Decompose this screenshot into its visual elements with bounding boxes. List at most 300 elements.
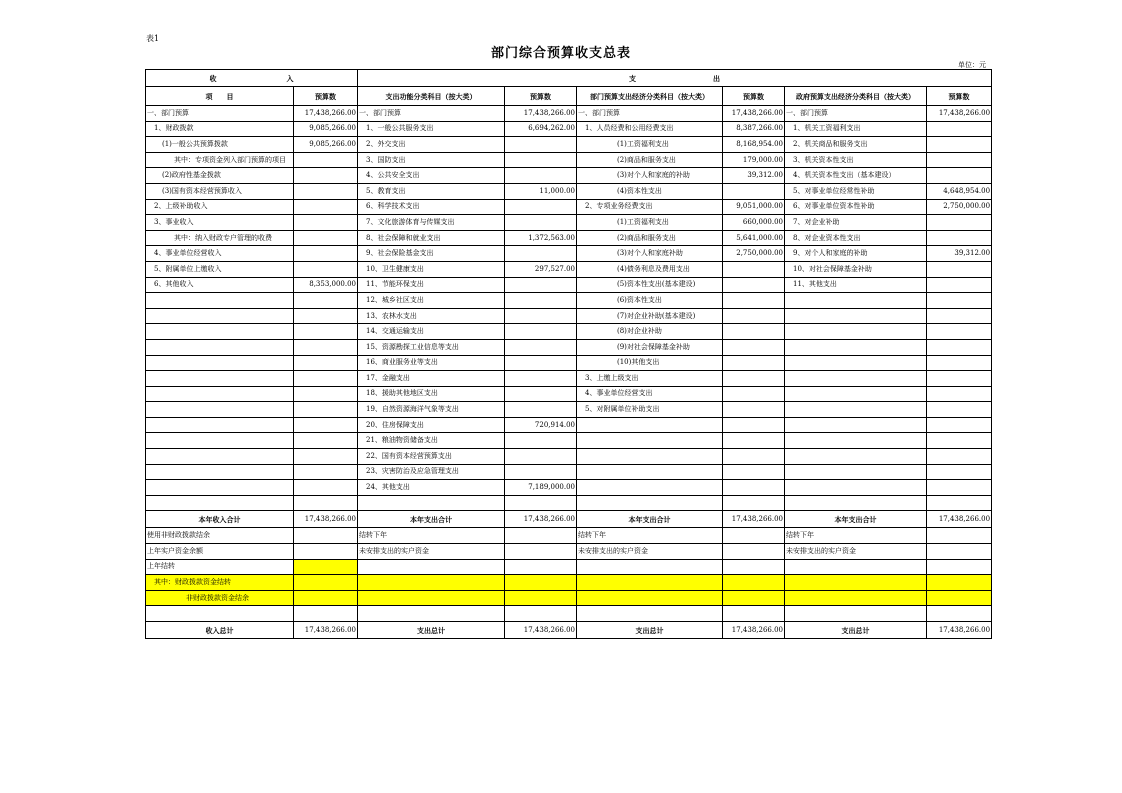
empty-cell <box>358 606 505 622</box>
col-gov-econ: 政府预算支出经济分类科目（按大类） <box>785 87 927 106</box>
item-cell: 15、资源勘探工业信息等支出 <box>358 339 505 355</box>
budget-cell <box>723 308 785 324</box>
income-bottom-label: 使用非财政拨款结余 <box>146 528 294 544</box>
budget-cell <box>723 277 785 293</box>
budget-cell <box>505 308 577 324</box>
income-bottom-value <box>294 590 358 606</box>
item-cell: 2、外交支出 <box>358 137 505 153</box>
budget-cell <box>294 355 358 371</box>
item-cell <box>146 449 294 465</box>
budget-cell <box>927 371 992 387</box>
table-row <box>146 121 992 137</box>
carry-forward-label: 结转下年 <box>577 528 723 544</box>
item-cell: 一、部门预算 <box>577 106 723 122</box>
item-cell: 13、农林水支出 <box>358 308 505 324</box>
table-row <box>146 495 992 511</box>
budget-cell <box>505 199 577 215</box>
budget-cell: 8,387,266.00 <box>723 121 785 137</box>
item-cell: 其中：纳入财政专户管理的收费 <box>146 230 294 246</box>
budget-cell: 17,438,266.00 <box>505 106 577 122</box>
item-cell <box>785 480 927 496</box>
item-cell <box>577 417 723 433</box>
budget-cell: 2,750,000.00 <box>723 246 785 262</box>
year-total-row <box>146 511 992 528</box>
budget-cell <box>927 168 992 184</box>
item-cell <box>577 449 723 465</box>
item-cell: (3)对个人和家庭补助 <box>577 246 723 262</box>
item-cell: (3)对个人和家庭的补助 <box>577 168 723 184</box>
empty-cell <box>294 606 358 622</box>
budget-cell <box>505 449 577 465</box>
item-cell <box>577 464 723 480</box>
budget-cell: 4,648,954.00 <box>927 183 992 199</box>
item-cell: (6)资本性支出 <box>577 293 723 309</box>
income-bottom-label: 上年实户资金余额 <box>146 544 294 560</box>
unit-label: 单位：元 <box>958 61 986 69</box>
empty-cell <box>927 606 992 622</box>
expense-bottom-value <box>927 544 992 560</box>
expense-bottom-value <box>723 544 785 560</box>
item-cell: 2、上级补助收入 <box>146 199 294 215</box>
item-cell <box>577 480 723 496</box>
budget-cell <box>723 480 785 496</box>
budget-cell: 720,914.00 <box>505 417 577 433</box>
budget-cell <box>927 449 992 465</box>
income-bottom-label: 非财政拨款资金结余 <box>146 590 294 606</box>
expense-bottom-value <box>723 575 785 591</box>
budget-cell: 17,438,266.00 <box>723 106 785 122</box>
col-income-item: 项 目 <box>146 87 294 106</box>
budget-cell <box>505 433 577 449</box>
income-bottom-value <box>294 528 358 544</box>
budget-cell: 8,168,954.00 <box>723 137 785 153</box>
budget-cell <box>927 386 992 402</box>
bottom-row <box>146 575 992 591</box>
item-cell <box>146 355 294 371</box>
budget-cell: 5,641,000.00 <box>723 230 785 246</box>
table-row <box>146 433 992 449</box>
budget-cell <box>927 308 992 324</box>
budget-cell <box>927 495 992 511</box>
item-cell: 11、其他支出 <box>785 277 927 293</box>
item-cell: 20、住房保障支出 <box>358 417 505 433</box>
table-row <box>146 230 992 246</box>
table-row <box>146 308 992 324</box>
budget-cell: 9,085,266.00 <box>294 121 358 137</box>
item-cell: 4、机关资本性支出（基本建设） <box>785 168 927 184</box>
budget-cell <box>505 371 577 387</box>
item-cell <box>146 386 294 402</box>
item-cell: 5、附属单位上缴收入 <box>146 261 294 277</box>
budget-cell <box>294 449 358 465</box>
table-row <box>146 417 992 433</box>
table-row <box>146 293 992 309</box>
budget-cell <box>294 246 358 262</box>
item-cell <box>146 293 294 309</box>
budget-cell <box>927 324 992 340</box>
expense-bottom-label <box>785 559 927 575</box>
item-cell: 3、事业收入 <box>146 215 294 231</box>
budget-cell <box>294 308 358 324</box>
item-cell: (4)债务利息及费用支出 <box>577 261 723 277</box>
budget-cell <box>294 433 358 449</box>
expense-bottom-value <box>927 575 992 591</box>
year-expense-total-value: 17,438,266.00 <box>927 511 992 528</box>
item-cell: (2)商品和服务支出 <box>577 230 723 246</box>
item-cell: 10、卫生健康支出 <box>358 261 505 277</box>
budget-cell <box>723 339 785 355</box>
item-cell <box>146 339 294 355</box>
item-cell: 1、机关工资福利支出 <box>785 121 927 137</box>
item-cell: 11、节能环保支出 <box>358 277 505 293</box>
budget-cell <box>927 137 992 153</box>
budget-cell: 11,000.00 <box>505 183 577 199</box>
spacer-row <box>146 606 992 622</box>
income-bottom-label: 其中：财政拨款资金结转 <box>146 575 294 591</box>
item-cell <box>577 495 723 511</box>
table-row <box>146 339 992 355</box>
expense-group-header: 支 出 <box>358 70 992 87</box>
item-cell: (1)工资福利支出 <box>577 215 723 231</box>
expense-bottom-value <box>723 590 785 606</box>
item-cell <box>785 339 927 355</box>
budget-cell <box>927 230 992 246</box>
col-func: 支出功能分类科目（按大类） <box>358 87 505 106</box>
budget-cell <box>505 339 577 355</box>
item-cell: 24、其他支出 <box>358 480 505 496</box>
expense-grand-total-value: 17,438,266.00 <box>723 622 785 639</box>
budget-cell <box>294 386 358 402</box>
expense-bottom-label <box>785 575 927 591</box>
budget-cell <box>505 215 577 231</box>
budget-cell <box>505 386 577 402</box>
budget-cell <box>505 402 577 418</box>
bottom-row <box>146 590 992 606</box>
budget-cell <box>505 324 577 340</box>
budget-cell <box>927 464 992 480</box>
item-cell: 5、教育支出 <box>358 183 505 199</box>
item-cell <box>785 433 927 449</box>
item-cell: 12、城乡社区支出 <box>358 293 505 309</box>
budget-cell <box>294 215 358 231</box>
item-cell: 16、商业服务业等支出 <box>358 355 505 371</box>
item-cell: 一、部门预算 <box>785 106 927 122</box>
table-row <box>146 402 992 418</box>
item-cell: 8、社会保障和就业支出 <box>358 230 505 246</box>
item-cell: (1)工资福利支出 <box>577 137 723 153</box>
empty-cell <box>785 606 927 622</box>
budget-cell <box>927 293 992 309</box>
budget-cell <box>927 152 992 168</box>
table-row <box>146 246 992 262</box>
bottom-row <box>146 544 992 560</box>
budget-cell <box>723 386 785 402</box>
item-cell: 6、对事业单位资本性补助 <box>785 199 927 215</box>
year-expense-total-value: 17,438,266.00 <box>723 511 785 528</box>
column-header-row <box>146 87 992 106</box>
budget-cell <box>927 480 992 496</box>
budget-cell <box>723 371 785 387</box>
table-row <box>146 277 992 293</box>
budget-cell: 2,750,000.00 <box>927 199 992 215</box>
item-cell: (2)政府性基金拨款 <box>146 168 294 184</box>
budget-cell <box>505 495 577 511</box>
budget-cell <box>723 324 785 340</box>
item-cell: 1、一般公共服务支出 <box>358 121 505 137</box>
item-cell <box>785 449 927 465</box>
col-budget-4: 预算数 <box>927 87 992 106</box>
item-cell: 1、人员经费和公用经费支出 <box>577 121 723 137</box>
expense-bottom-value <box>505 559 577 575</box>
income-bottom-value <box>294 544 358 560</box>
budget-cell <box>294 371 358 387</box>
income-group-header: 收 入 <box>146 70 358 87</box>
item-cell: 9、社会保险基金支出 <box>358 246 505 262</box>
budget-cell <box>294 261 358 277</box>
budget-cell <box>723 293 785 309</box>
expense-bottom-label <box>577 575 723 591</box>
item-cell: (7)对企业补助(基本建设) <box>577 308 723 324</box>
item-cell <box>785 386 927 402</box>
budget-cell <box>294 495 358 511</box>
item-cell: 6、其他收入 <box>146 277 294 293</box>
budget-cell <box>927 355 992 371</box>
col-budget-2: 预算数 <box>505 87 577 106</box>
col-budget-3: 预算数 <box>723 87 785 106</box>
budget-cell: 297,527.00 <box>505 261 577 277</box>
item-cell: (1)一般公共预算拨款 <box>146 137 294 153</box>
item-cell: (2)商品和服务支出 <box>577 152 723 168</box>
year-income-total-label: 本年收入合计 <box>146 511 294 528</box>
item-cell <box>785 495 927 511</box>
item-cell: 22、国有资本经营预算支出 <box>358 449 505 465</box>
budget-cell: 1,372,563.00 <box>505 230 577 246</box>
budget-cell <box>294 293 358 309</box>
item-cell <box>577 433 723 449</box>
budget-cell <box>927 215 992 231</box>
item-cell: 3、国防支出 <box>358 152 505 168</box>
budget-cell: 660,000.00 <box>723 215 785 231</box>
expense-bottom-value <box>723 559 785 575</box>
budget-summary-table <box>145 69 992 639</box>
expense-grand-total-value: 17,438,266.00 <box>505 622 577 639</box>
item-cell <box>146 371 294 387</box>
table-row <box>146 464 992 480</box>
item-cell: 18、援助其他地区支出 <box>358 386 505 402</box>
item-cell: (8)对企业补助 <box>577 324 723 340</box>
item-cell: 1、财政拨款 <box>146 121 294 137</box>
budget-cell: 8,353,000.00 <box>294 277 358 293</box>
item-cell: 19、自然资源海洋气象等支出 <box>358 402 505 418</box>
expense-bottom-value <box>723 528 785 544</box>
year-expense-total-value: 17,438,266.00 <box>505 511 577 528</box>
table-row <box>146 183 992 199</box>
budget-cell: 17,438,266.00 <box>294 106 358 122</box>
budget-cell <box>723 402 785 418</box>
item-cell: 一、部门预算 <box>358 106 505 122</box>
budget-cell <box>927 433 992 449</box>
item-cell: 一、部门预算 <box>146 106 294 122</box>
expense-bottom-label <box>577 559 723 575</box>
unarranged-funds-label: 未安排支出的实户资金 <box>577 544 723 560</box>
budget-cell: 7,189,000.00 <box>505 480 577 496</box>
col-dept-econ: 部门预算支出经济分类科目（按大类） <box>577 87 723 106</box>
table-row <box>146 152 992 168</box>
item-cell: 21、粮油物资储备支出 <box>358 433 505 449</box>
budget-cell <box>505 293 577 309</box>
item-cell: 3、上缴上级支出 <box>577 371 723 387</box>
expense-bottom-label <box>785 590 927 606</box>
budget-cell <box>927 277 992 293</box>
table-row <box>146 355 992 371</box>
table-row <box>146 168 992 184</box>
budget-cell <box>723 355 785 371</box>
budget-cell <box>505 277 577 293</box>
budget-cell <box>294 417 358 433</box>
budget-cell <box>294 402 358 418</box>
item-cell <box>785 417 927 433</box>
item-cell: 17、金融支出 <box>358 371 505 387</box>
table-row <box>146 137 992 153</box>
table-row <box>146 261 992 277</box>
budget-cell <box>927 417 992 433</box>
item-cell: 8、对企业资本性支出 <box>785 230 927 246</box>
item-cell <box>785 371 927 387</box>
item-cell <box>358 495 505 511</box>
item-cell: 2、机关商品和服务支出 <box>785 137 927 153</box>
item-cell: 23、灾害防治及应急管理支出 <box>358 464 505 480</box>
item-cell: 4、公共安全支出 <box>358 168 505 184</box>
table-row <box>146 371 992 387</box>
expense-bottom-label <box>358 590 505 606</box>
group-header-row <box>146 70 992 87</box>
budget-cell: 9,085,266.00 <box>294 137 358 153</box>
budget-cell <box>505 355 577 371</box>
unarranged-funds-label: 未安排支出的实户资金 <box>358 544 505 560</box>
carry-forward-label: 结转下年 <box>785 528 927 544</box>
expense-grand-total-label: 支出总计 <box>358 622 505 639</box>
table-row <box>146 449 992 465</box>
item-cell: (10)其他支出 <box>577 355 723 371</box>
budget-cell <box>505 168 577 184</box>
income-bottom-label: 上年结转 <box>146 559 294 575</box>
budget-cell: 179,000.00 <box>723 152 785 168</box>
item-cell: 2、专项业务经费支出 <box>577 199 723 215</box>
table-row <box>146 386 992 402</box>
item-cell <box>146 417 294 433</box>
empty-cell <box>505 606 577 622</box>
item-cell <box>785 355 927 371</box>
item-cell: 其中：专项资金列入部门预算的项目 <box>146 152 294 168</box>
budget-cell <box>927 261 992 277</box>
budget-cell: 39,312.00 <box>927 246 992 262</box>
budget-cell <box>294 324 358 340</box>
budget-cell <box>294 339 358 355</box>
table-tag: 表1 <box>146 34 160 43</box>
income-grand-total-value: 17,438,266.00 <box>294 622 358 639</box>
year-income-total-value: 17,438,266.00 <box>294 511 358 528</box>
budget-cell <box>294 480 358 496</box>
expense-bottom-label <box>358 559 505 575</box>
page-title: 部门综合预算收支总表 <box>490 46 631 61</box>
budget-cell <box>723 495 785 511</box>
item-cell <box>146 464 294 480</box>
expense-grand-total-value: 17,438,266.00 <box>927 622 992 639</box>
expense-bottom-value <box>505 528 577 544</box>
item-cell <box>146 324 294 340</box>
empty-cell <box>577 606 723 622</box>
budget-cell <box>505 137 577 153</box>
expense-grand-total-label: 支出总计 <box>785 622 927 639</box>
item-cell: 9、对个人和家庭的补助 <box>785 246 927 262</box>
table-row <box>146 215 992 231</box>
budget-cell <box>723 261 785 277</box>
table-row <box>146 324 992 340</box>
item-cell: 7、文化旅游体育与传媒支出 <box>358 215 505 231</box>
item-cell <box>785 293 927 309</box>
item-cell <box>146 402 294 418</box>
income-grand-total-label: 收入总计 <box>146 622 294 639</box>
budget-cell: 17,438,266.00 <box>927 106 992 122</box>
expense-bottom-label <box>577 590 723 606</box>
item-cell: (4)资本性支出 <box>577 183 723 199</box>
budget-cell <box>723 449 785 465</box>
item-cell <box>785 324 927 340</box>
item-cell: (3)国有资本经营预算收入 <box>146 183 294 199</box>
item-cell: 6、科学技术支出 <box>358 199 505 215</box>
item-cell <box>785 464 927 480</box>
budget-cell <box>723 464 785 480</box>
budget-cell <box>723 433 785 449</box>
income-bottom-value <box>294 575 358 591</box>
item-cell: 3、机关资本性支出 <box>785 152 927 168</box>
item-cell: (5)资本性支出(基本建设) <box>577 277 723 293</box>
expense-bottom-value <box>505 575 577 591</box>
budget-cell <box>505 246 577 262</box>
grand-total-row <box>146 622 992 639</box>
bottom-row <box>146 528 992 544</box>
expense-bottom-label <box>358 575 505 591</box>
empty-cell <box>723 606 785 622</box>
col-budget-1: 预算数 <box>294 87 358 106</box>
budget-cell <box>927 339 992 355</box>
table-row <box>146 106 992 122</box>
year-expense-total-label: 本年支出合计 <box>358 511 505 528</box>
budget-cell: 39,312.00 <box>723 168 785 184</box>
expense-bottom-value <box>927 590 992 606</box>
item-cell: 4、事业单位经营收入 <box>146 246 294 262</box>
budget-cell: 6,694,262.00 <box>505 121 577 137</box>
expense-bottom-value <box>927 528 992 544</box>
bottom-row <box>146 559 992 575</box>
year-expense-total-label: 本年支出合计 <box>577 511 723 528</box>
carry-forward-label: 结转下年 <box>358 528 505 544</box>
table-row <box>146 480 992 496</box>
budget-cell <box>723 417 785 433</box>
expense-bottom-value <box>505 590 577 606</box>
empty-cell <box>146 606 294 622</box>
item-cell <box>146 433 294 449</box>
budget-cell <box>294 464 358 480</box>
budget-cell <box>505 464 577 480</box>
expense-bottom-value <box>505 544 577 560</box>
unarranged-funds-label: 未安排支出的实户资金 <box>785 544 927 560</box>
budget-cell <box>294 152 358 168</box>
table-row <box>146 199 992 215</box>
year-expense-total-label: 本年支出合计 <box>785 511 927 528</box>
item-cell <box>785 402 927 418</box>
budget-cell <box>294 183 358 199</box>
